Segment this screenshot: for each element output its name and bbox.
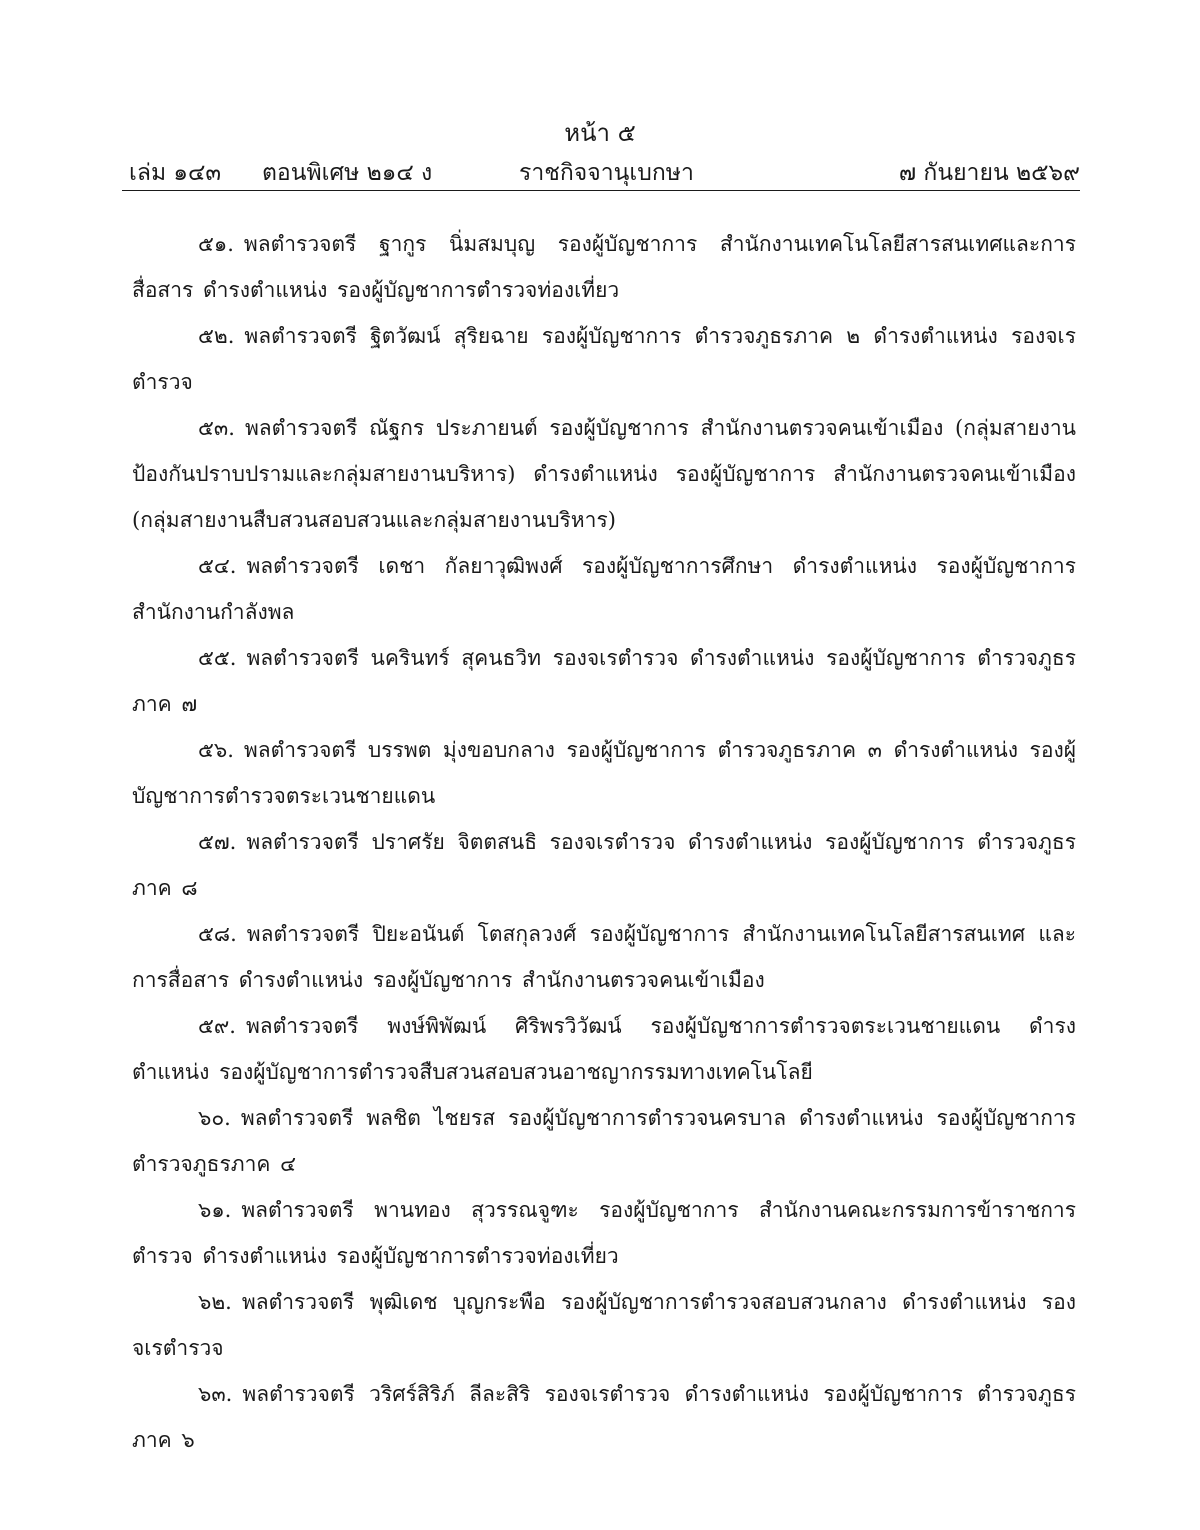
entry-number: ๕๔. — [198, 554, 237, 578]
list-item — [132, 911, 1076, 1003]
list-item — [132, 819, 1076, 911]
entry-number: ๕๘. — [198, 922, 237, 946]
entry-text: พลตำรวจตรี ณัฐกร ประภายนต์ รองผู้บัญชาการ สำนักงานตรวจคนเข้าเมือง (กลุ่มสายงานป้องกันปราบปรามและกลุ่มสายงานบริหาร) ดำรงตำแหน่ง รองผู้บัญชาการ สำนักงานตรวจคนเข้าเมือง (กลุ่มสายงานสืบสวนสอบสวนและกลุ่มสายงานบริหาร) — [132, 416, 1076, 532]
appointment-list — [132, 221, 1076, 1463]
entry-text: พลตำรวจตรี พุฒิเดช บุญกระพือ รองผู้บัญชาการตำรวจสอบสวนกลาง ดำรงตำแหน่ง รองจเรตำรวจ — [132, 1290, 1076, 1360]
list-item — [132, 1371, 1076, 1463]
entry-text: พลตำรวจตรี บรรพต มุ่งขอบกลาง รองผู้บัญชาการ ตำรวจภูธรภาค ๓ ดำรงตำแหน่ง รองผู้บัญชาการตำรวจตระเวนชายแดน — [132, 738, 1076, 808]
list-item — [132, 405, 1076, 543]
entry-text: พลตำรวจตรี เดชา กัลยาวุฒิพงศ์ รองผู้บัญชาการศึกษา ดำรงตำแหน่ง รองผู้บัญชาการ สำนักงานกำลังพล — [132, 554, 1076, 624]
list-item — [132, 635, 1076, 727]
page-number: หน้า ๕ — [564, 119, 636, 147]
entry-text: พลตำรวจตรี ฐากูร นิ่มสมบุญ รองผู้บัญชาการ สำนักงานเทคโนโลยีสารสนเทศและการสื่อสาร ดำรงตำแหน่ง รองผู้บัญชาการตำรวจท่องเที่ยว — [132, 232, 1076, 302]
header-volume: เล่ม ๑๔๓ — [129, 160, 222, 186]
list-item — [132, 727, 1076, 819]
entry-number: ๕๖. — [198, 738, 234, 762]
header-gazette-title: ราชกิจจานุเบกษา — [519, 160, 694, 186]
entry-number: ๕๕. — [198, 646, 237, 670]
entry-number: ๕๗. — [198, 830, 237, 854]
list-item — [132, 221, 1076, 313]
header-divider — [122, 190, 1080, 191]
entry-number: ๖๓. — [198, 1382, 233, 1406]
entry-number: ๕๑. — [198, 232, 234, 256]
entry-number: ๖๒. — [198, 1290, 232, 1314]
list-item — [132, 543, 1076, 635]
entry-text: พลตำรวจตรี ฐิตวัฒน์ สุริยฉาย รองผู้บัญชาการ ตำรวจภูธรภาค ๒ ดำรงตำแหน่ง รองจเรตำรวจ — [132, 324, 1076, 394]
running-header — [122, 156, 1080, 190]
entry-number: ๕๒. — [198, 324, 235, 348]
list-item — [132, 1095, 1076, 1187]
entry-number: ๖๑. — [198, 1198, 232, 1222]
entry-text: พลตำรวจตรี พลชิต ไชยรส รองผู้บัญชาการตำรวจนครบาล ดำรงตำแหน่ง รองผู้บัญชาการ ตำรวจภูธรภาค ๔ — [132, 1106, 1076, 1176]
list-item — [132, 1003, 1076, 1095]
header-issue: ตอนพิเศษ ๒๑๔ ง — [262, 160, 433, 186]
entry-text: พลตำรวจตรี นครินทร์ สุคนธวิท รองจเรตำรวจ ดำรงตำแหน่ง รองผู้บัญชาการ ตำรวจภูธรภาค ๗ — [132, 646, 1076, 716]
list-item — [132, 313, 1076, 405]
list-item — [132, 1187, 1076, 1279]
entry-text: พลตำรวจตรี ปราศรัย จิตตสนธิ รองจเรตำรวจ ดำรงตำแหน่ง รองผู้บัญชาการ ตำรวจภูธรภาค ๘ — [132, 830, 1076, 900]
entry-text: พลตำรวจตรี พานทอง สุวรรณจูฑะ รองผู้บัญชาการ สำนักงานคณะกรรมการข้าราชการตำรวจ ดำรงตำแหน่ง รองผู้บัญชาการตำรวจท่องเที่ยว — [132, 1198, 1076, 1268]
entry-number: ๖๐. — [198, 1106, 231, 1130]
entry-text: พลตำรวจตรี ปิยะอนันต์ โตสกุลวงศ์ รองผู้บัญชาการ สำนักงานเทคโนโลยีสารสนเทศ และการสื่อสาร ดำรงตำแหน่ง รองผู้บัญชาการ สำนักงานตรวจคนเข้าเมือง — [132, 922, 1076, 992]
entry-text: พลตำรวจตรี วริศร์สิริภ์ ลีละสิริ รองจเรตำรวจ ดำรงตำแหน่ง รองผู้บัญชาการ ตำรวจภูธรภาค ๖ — [132, 1382, 1076, 1452]
header-date: ๗ กันยายน ๒๕๖๙ — [898, 160, 1080, 186]
entry-number: ๕๓. — [198, 416, 235, 440]
entry-text: พลตำรวจตรี พงษ์พิพัฒน์ ศิริพรวิวัฒน์ รองผู้บัญชาการตำรวจตระเวนชายแดน ดำรงตำแหน่ง รองผู้บัญชาการตำรวจสืบสวนสอบสวนอาชญากรรมทางเทคโนโลยี — [132, 1014, 1076, 1084]
list-item — [132, 1279, 1076, 1371]
entry-number: ๕๙. — [198, 1014, 236, 1038]
